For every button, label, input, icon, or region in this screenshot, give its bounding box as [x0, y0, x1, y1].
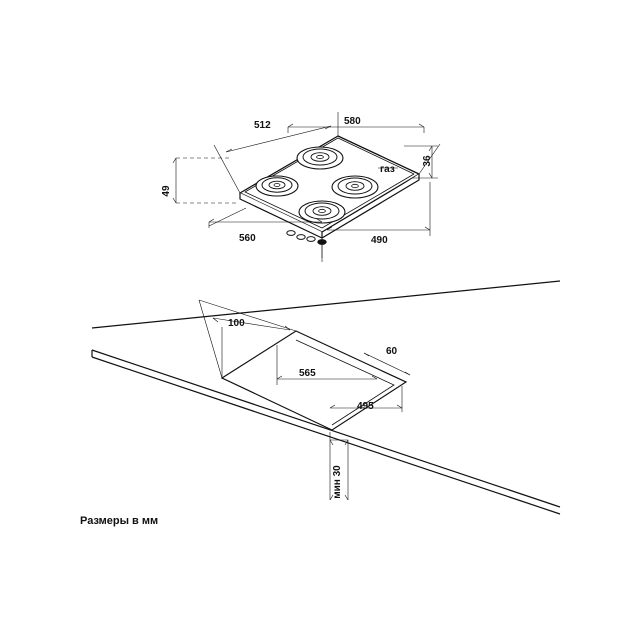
- burner-left: [256, 176, 298, 196]
- dim-512: 512: [254, 120, 271, 131]
- hob-assembly: [240, 136, 419, 244]
- dim-36: 36: [422, 155, 433, 167]
- dim-565: 565: [299, 368, 316, 379]
- burner-rear: [297, 147, 343, 169]
- worktop-assembly: [92, 281, 560, 514]
- burner-right: [332, 176, 378, 198]
- dim-49: 49: [161, 185, 172, 197]
- units-caption: Размеры в мм: [80, 515, 159, 527]
- dim-100: 100: [228, 318, 245, 329]
- dim-60: 60: [386, 346, 398, 357]
- dim-495: 495: [357, 401, 374, 412]
- cutout-opening: [222, 331, 406, 430]
- burner-front: [299, 201, 345, 223]
- dim-560: 560: [239, 233, 256, 244]
- worktop-back-edge: [92, 281, 560, 328]
- dim-490: 490: [371, 235, 388, 246]
- dim-min-30: мин 30: [332, 465, 343, 499]
- label-gas: газ: [380, 164, 395, 175]
- dim-580: 580: [344, 116, 361, 127]
